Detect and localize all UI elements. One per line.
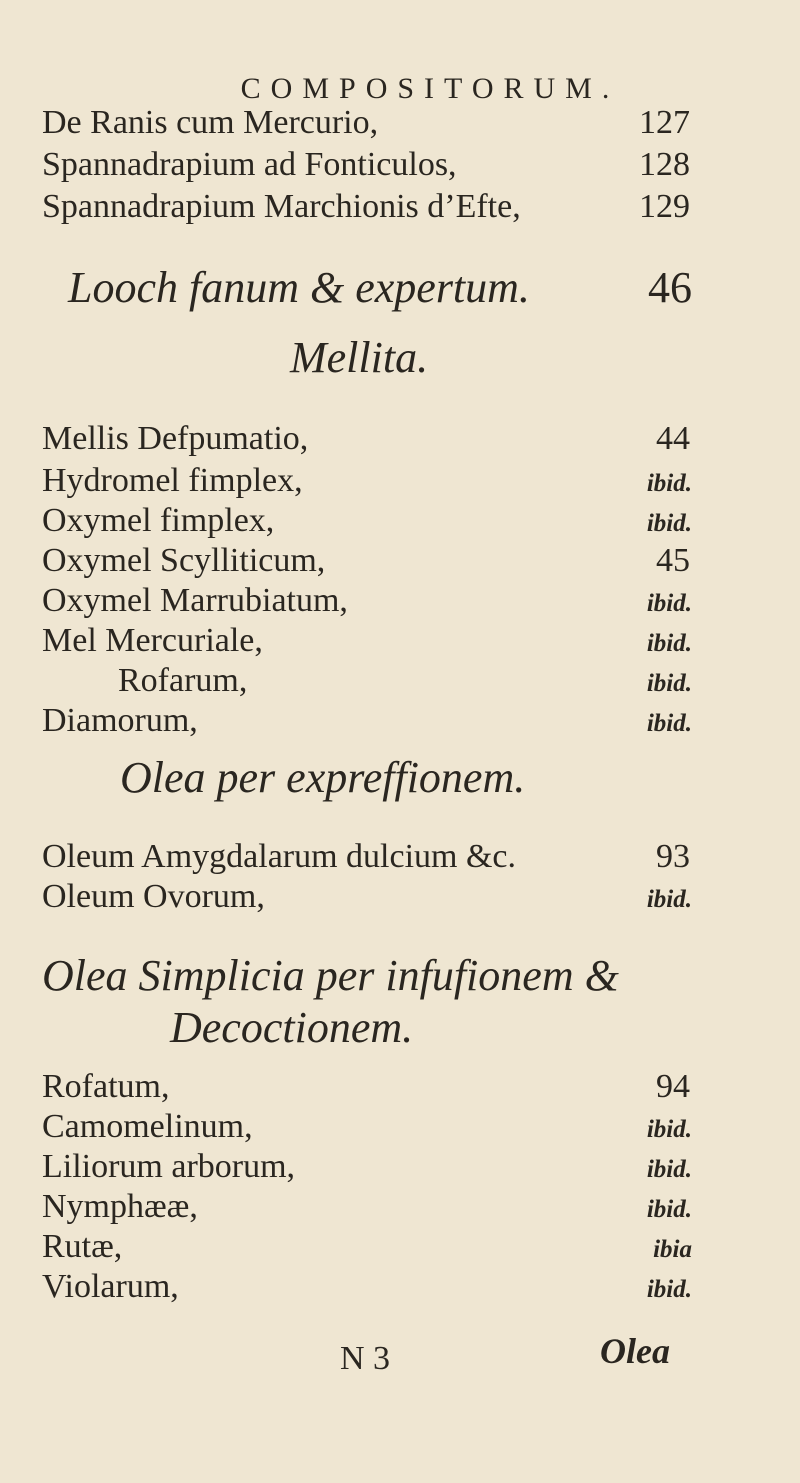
section-heading-mellita: Mellita. [290, 333, 429, 382]
signature-mark: N 3 [340, 1340, 391, 1377]
index-entry [42, 1228, 800, 1268]
entry-name: Rutæ, [42, 1228, 123, 1265]
index-entry [42, 838, 800, 878]
entry-name: De Ranis cum Mercurio, [42, 104, 379, 141]
index-entry [42, 582, 800, 622]
entry-name: Oleum Amygdalarum dulcium &c. [42, 838, 517, 875]
entry-page: 44 [656, 420, 690, 457]
running-head: COMPOSITORUM. [240, 72, 620, 105]
entry-page: ibid. [646, 670, 692, 697]
entry-name: Oxymel Scylliticum, [42, 542, 326, 579]
index-entry [42, 188, 800, 228]
catchword: Olea [600, 1331, 670, 1371]
index-entry [42, 622, 800, 662]
section-heading-looch: Looch fanum & expertum. [68, 263, 530, 312]
entry-name: Mel Mercuriale, [42, 622, 263, 659]
index-entry [42, 1268, 800, 1308]
entry-name: Liliorum arborum, [42, 1148, 296, 1185]
entry-name: Violarum, [42, 1268, 179, 1305]
entry-name: Diamorum, [42, 702, 198, 739]
index-entry [42, 702, 800, 742]
entry-page: ibid. [646, 630, 692, 657]
section-heading-olea-expr: Olea per expreffionem. [120, 753, 526, 802]
entry-page: ibid. [646, 886, 692, 913]
entry-name: Hydromel fimplex, [42, 462, 303, 499]
entry-page: 127 [639, 104, 690, 141]
entry-name: Camomelinum, [42, 1108, 253, 1145]
entry-page: ibid. [646, 1276, 692, 1303]
index-entry [42, 1148, 800, 1188]
section-heading-page: 46 [648, 263, 692, 312]
entry-page: 93 [656, 838, 690, 875]
index-entry [42, 878, 800, 918]
entry-name: Mellis Defpumatio, [42, 420, 309, 457]
index-entry [42, 146, 800, 186]
entry-name: Oxymel Marrubiatum, [42, 582, 348, 619]
entry-name: Spannadrapium Marchionis d’Efte, [42, 188, 521, 225]
entry-page: 45 [656, 542, 690, 579]
index-entry [42, 662, 800, 702]
index-entry [42, 420, 800, 460]
entry-name: Oxymel fimplex, [42, 502, 275, 539]
entry-name: Spannadrapium ad Fonticulos, [42, 146, 457, 183]
index-entry [42, 462, 800, 502]
entry-page: 128 [639, 146, 690, 183]
entry-page: ibid. [646, 1196, 692, 1223]
entry-page: ibid. [646, 470, 692, 497]
index-entry [42, 502, 800, 542]
section-heading-olea-simp-cont: Decoctionem. [170, 1003, 414, 1052]
index-entry [42, 1068, 800, 1108]
index-entry [42, 1188, 800, 1228]
entry-page: ibia [653, 1236, 692, 1263]
entry-page: ibid. [646, 1116, 692, 1143]
entry-page: ibid. [646, 710, 692, 737]
entry-name: Nymphææ, [42, 1188, 198, 1225]
index-entry [42, 542, 800, 582]
entry-name: Rofarum, [118, 662, 248, 699]
index-entry [42, 104, 800, 144]
entry-name: Oleum Ovorum, [42, 878, 265, 915]
section-heading-olea-simp: Olea Simplicia per infufionem & [42, 951, 619, 1000]
index-entry [42, 1108, 800, 1148]
entry-page: 94 [656, 1068, 690, 1105]
entry-page: ibid. [646, 510, 692, 537]
entry-page: ibid. [646, 590, 692, 617]
entry-page: 129 [639, 188, 690, 225]
entry-page: ibid. [646, 1156, 692, 1183]
entry-name: Rofatum, [42, 1068, 170, 1105]
